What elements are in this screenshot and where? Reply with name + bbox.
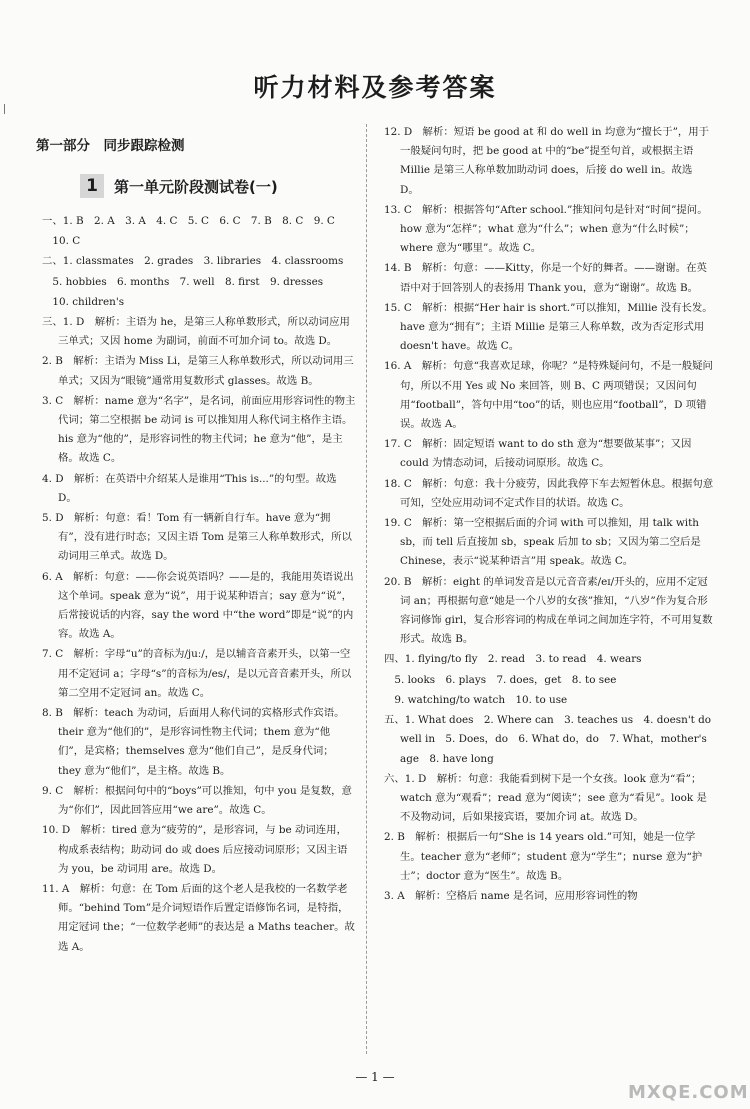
answer-entry: 3. A 解析：空格后 name 是名词，应用形容词性的物 — [384, 889, 638, 902]
answer-entry: 4. D 解析：在英语中介绍某人是谁用“This is...”的句型。故选 D。 — [42, 472, 337, 504]
answer-entry: 6. A 解析：句意：——你会说英语吗？——是的，我能用英语说出这个单词。speak 意为“说”，用于说某种语言；say 意为“说”，后常接说话的内容，say the word 中“the word”即是“说”的内容。故选 A。 — [42, 570, 354, 641]
answer-entry: 10. D 解析：tired 意为“疲劳的”，是形容词，与 be 动词连用，构成系表结构；助动词 do 或 does 后应接动词原形；又因主语为 you，be 动词用 are。故选 D。 — [42, 824, 348, 875]
page-title: 听力材料及参考答案 — [253, 73, 497, 102]
answer-entry: 四、1. flying/to fly 2. read 3. to read 4. wears — [384, 653, 642, 666]
part-heading: 第一部分 同步跟踪检测 — [36, 138, 185, 154]
answer-entry: 10. children's — [42, 295, 125, 308]
answer-entry: 5. looks 6. plays 7. does，get 8. to see — [384, 673, 617, 686]
watermark-logo: MXQE.COM — [628, 1082, 749, 1103]
left-column — [36, 212, 356, 958]
answer-entry: 3. C 解析：name 意为“名字”，是名词，前面应用形容词性的物主代词；第二空根据 be 动词 is 可以推知用人称代词主格作主语。his 意为“他的”，是形容词性的物主代词；he 意为“他”，是主格。故选 C。 — [42, 394, 356, 465]
answer-entry: 9. watching/to watch 10. to use — [384, 693, 568, 706]
answer-entry: 19. C 解析：第一空根据后面的介词 with 可以推知，用 talk with sb，而 tell 后直接加 sb，speak 后加 to sb；又因为第二空后是 Chinese，表示“说某种语言”用 speak。故选 C。 — [384, 517, 701, 568]
answer-entry: 9. C 解析：根据问句中的“boys”可以推知，句中 you 是复数，意为“你们”，因此回答应用“we are”。故选 C。 — [42, 784, 352, 817]
margin-mark — [4, 104, 5, 114]
answer-entry: 14. B 解析：句意：——Kitty，你是一个好的舞者。——谢谢。在英语中对于回答别人的表扬用 Thank you，意为“谢谢”。故选 B。 — [384, 262, 707, 294]
answer-entry: 12. D 解析：短语 be good at 和 do well in 均意为“擅长于”，用于一般疑问句时，把 be good at 中的“be”提至句首，或根据主语 Millie 是第三人称单数加助动词 does，后接 do well in。故选 D。 — [384, 126, 710, 196]
answer-entry: 18. C 解析：句意：我十分疲劳，因此我停下车去短暂休息。根据句意可知，空处应用动词不定式作目的状语。故选 C。 — [384, 477, 714, 509]
unit-title: 第一单元阶段测试卷(一) — [114, 177, 278, 196]
column-divider — [366, 124, 367, 1054]
answer-entry: 5. hobbies 6. months 7. well 8. first 9. dresses — [42, 275, 324, 288]
unit-number-badge: 1 — [80, 174, 104, 198]
answer-entry: 2. B 解析：主语为 Miss Li，是第三人称单数形式，所以动词用三单式；又因为“眼镜”通常用复数形式 glasses。故选 B。 — [42, 355, 354, 387]
answer-entry: 16. A 解析：句意“我喜欢足球，你呢？”是特殊疑问句，不是一般疑问句，所以不用 Yes 或 No 来回答，则 B、C 两项错误；又因问句用“football”，答句中用“too”的话，则也应用“football”，D 项错误。故选 A。 — [384, 360, 713, 431]
answer-entry: 一、1. B 2. A 3. A 4. C 5. C 6. C 7. B 8. C 9. C — [42, 215, 335, 227]
answer-entry: 15. C 解析：根据“Her hair is short.”可以推知，Millie 没有长发。have 意为“拥有”；主语 Millie 是第三人称单数，改为否定形式用 doesn't have。故选 C。 — [384, 301, 713, 353]
answer-entry: 二、1. classmates 2. grades 3. libraries 4. classrooms — [42, 255, 344, 268]
right-column — [378, 123, 714, 907]
unit-heading — [80, 174, 278, 198]
answer-entry: 五、1. What does 2. Where can 3. teaches us 4. doesn't do well in 5. Does，do 6. What do，do 7. What，mother's age 8. have long — [384, 714, 712, 765]
answer-entry: 8. B 解析：teach 为动词，后面用人称代词的宾格形式作宾语。their 意为“他们的”，是形容词性物主代词；them 意为“他们”，是宾格；themselves 意为“他们自己”，是反身代词；they 意为“他们”，是主格。故选 B。 — [42, 707, 345, 777]
answer-entry: 10. C — [42, 235, 81, 248]
answer-entry: 13. C 解析：根据答句“After school.”推知问句是针对“时间”提问。how 意为“怎样”；what 意为“什么”；when 意为“什么时候”；where 意为“哪里”。故选 C。 — [384, 203, 708, 255]
answer-entry: 7. C 解析：字母“u”的音标为/juː/，是以辅音音素开头，以第一空用不定冠词 a；字母“s”的音标为/es/，是以元音音素开头，所以第二空用不定冠词 an。故选 C。 — [42, 648, 352, 699]
answer-entry: 11. A 解析：句意：在 Tom 后面的这个老人是我校的一名数学老师。“behind Tom”是介词短语作后置定语修饰名词，是特指，用定冠词 the；“一位数学老师”的表达是 a Maths teacher。故选 A。 — [42, 882, 355, 953]
answer-entry: 2. B 解析：根据后一句“She is 14 years old.”可知，她是一位学生。teacher 意为“老师”；student 意为“学生”；nurse 意为“护士”；doctor 意为“医生”。故选 B。 — [384, 831, 703, 882]
answer-entry: 5. D 解析：句意：看！Tom 有一辆新自行车。have 意为“拥有”，没有进行时态；又因主语 Tom 是第三人称单数形式，所以动词用三单式。故选 D。 — [42, 512, 352, 563]
answer-entry: 六、1. D 解析：句意：我能看到树下是一个女孩。look 意为“看”；watch 意为“观看”；read 意为“阅读”；see 意为“看见”。look 是不及物动词，后如果接宾语，要加介词 at。故选 D。 — [384, 772, 707, 824]
page-number: — 1 — — [355, 1070, 395, 1084]
answer-entry: 20. B 解析：eight 的单词发音是以元音音素/eɪ/开头的，应用不定冠词 an；再根据句意“她是一个八岁的女孩”推知，“八岁”作为复合形容词修饰 girl，复合形容词的构成在单词之间加连字符，不可用复数形式。故选 B。 — [384, 575, 713, 646]
answer-entry: 17. C 解析：固定短语 want to do sth 意为“想要做某事”；又因 could 为情态动词，后接动词原形。故选 C。 — [384, 438, 692, 470]
answer-entry: 三、1. D 解析：主语为 he，是第三人称单数形式，所以动词应用三单式；又因 home 为副词，前面不可加介词 to。故选 D。 — [42, 316, 350, 348]
